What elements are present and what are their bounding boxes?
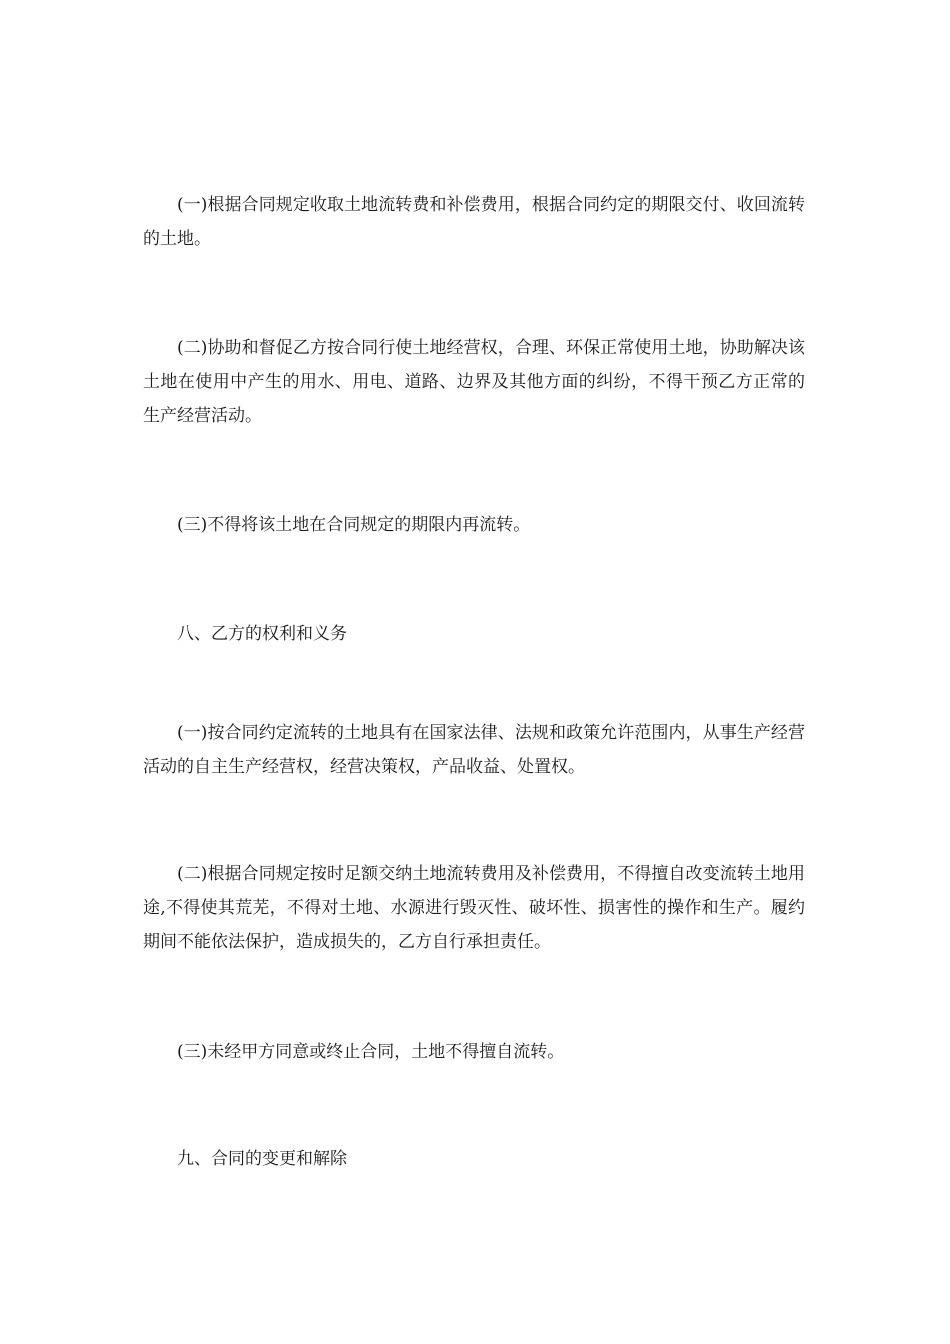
paragraph-6: (三)未经甲方同意或终止合同，土地不得擅自流转。 xyxy=(177,1042,565,1062)
paragraph-3: (三)不得将该土地在合同规定的期限内再流转。 xyxy=(177,515,531,535)
paragraph-4: (一)按合同约定流转的土地具有在国家法律、法规和政策允许范围内，从事生产经营活动的自主生产经营权，经营决策权，产品收益、处置权。 xyxy=(143,723,805,777)
section-heading-8: 八、乙方的权利和义务 xyxy=(177,624,347,644)
paragraph-2: (二)协助和督促乙方按合同行使土地经营权，合理、环保正常使用土地，协助解决该土地在使用中产生的用水、用电、道路、边界及其他方面的纠纷，不得干预乙方正常的生产经营活动。 xyxy=(143,338,805,426)
section-heading-9: 九、合同的变更和解除 xyxy=(177,1149,347,1169)
paragraph-1: (一)根据合同规定收取土地流转费和补偿费用，根据合同约定的期限交付、收回流转的土地。 xyxy=(143,195,805,249)
paragraph-5: (二)根据合同规定按时足额交纳土地流转费用及补偿费用，不得擅自改变流转土地用途,不得使其荒芜，不得对土地、水源进行毁灭性、破坏性、损害性的操作和生产。履约期间不能依法保护，造成损失的，乙方自行承担责任。 xyxy=(143,864,805,952)
